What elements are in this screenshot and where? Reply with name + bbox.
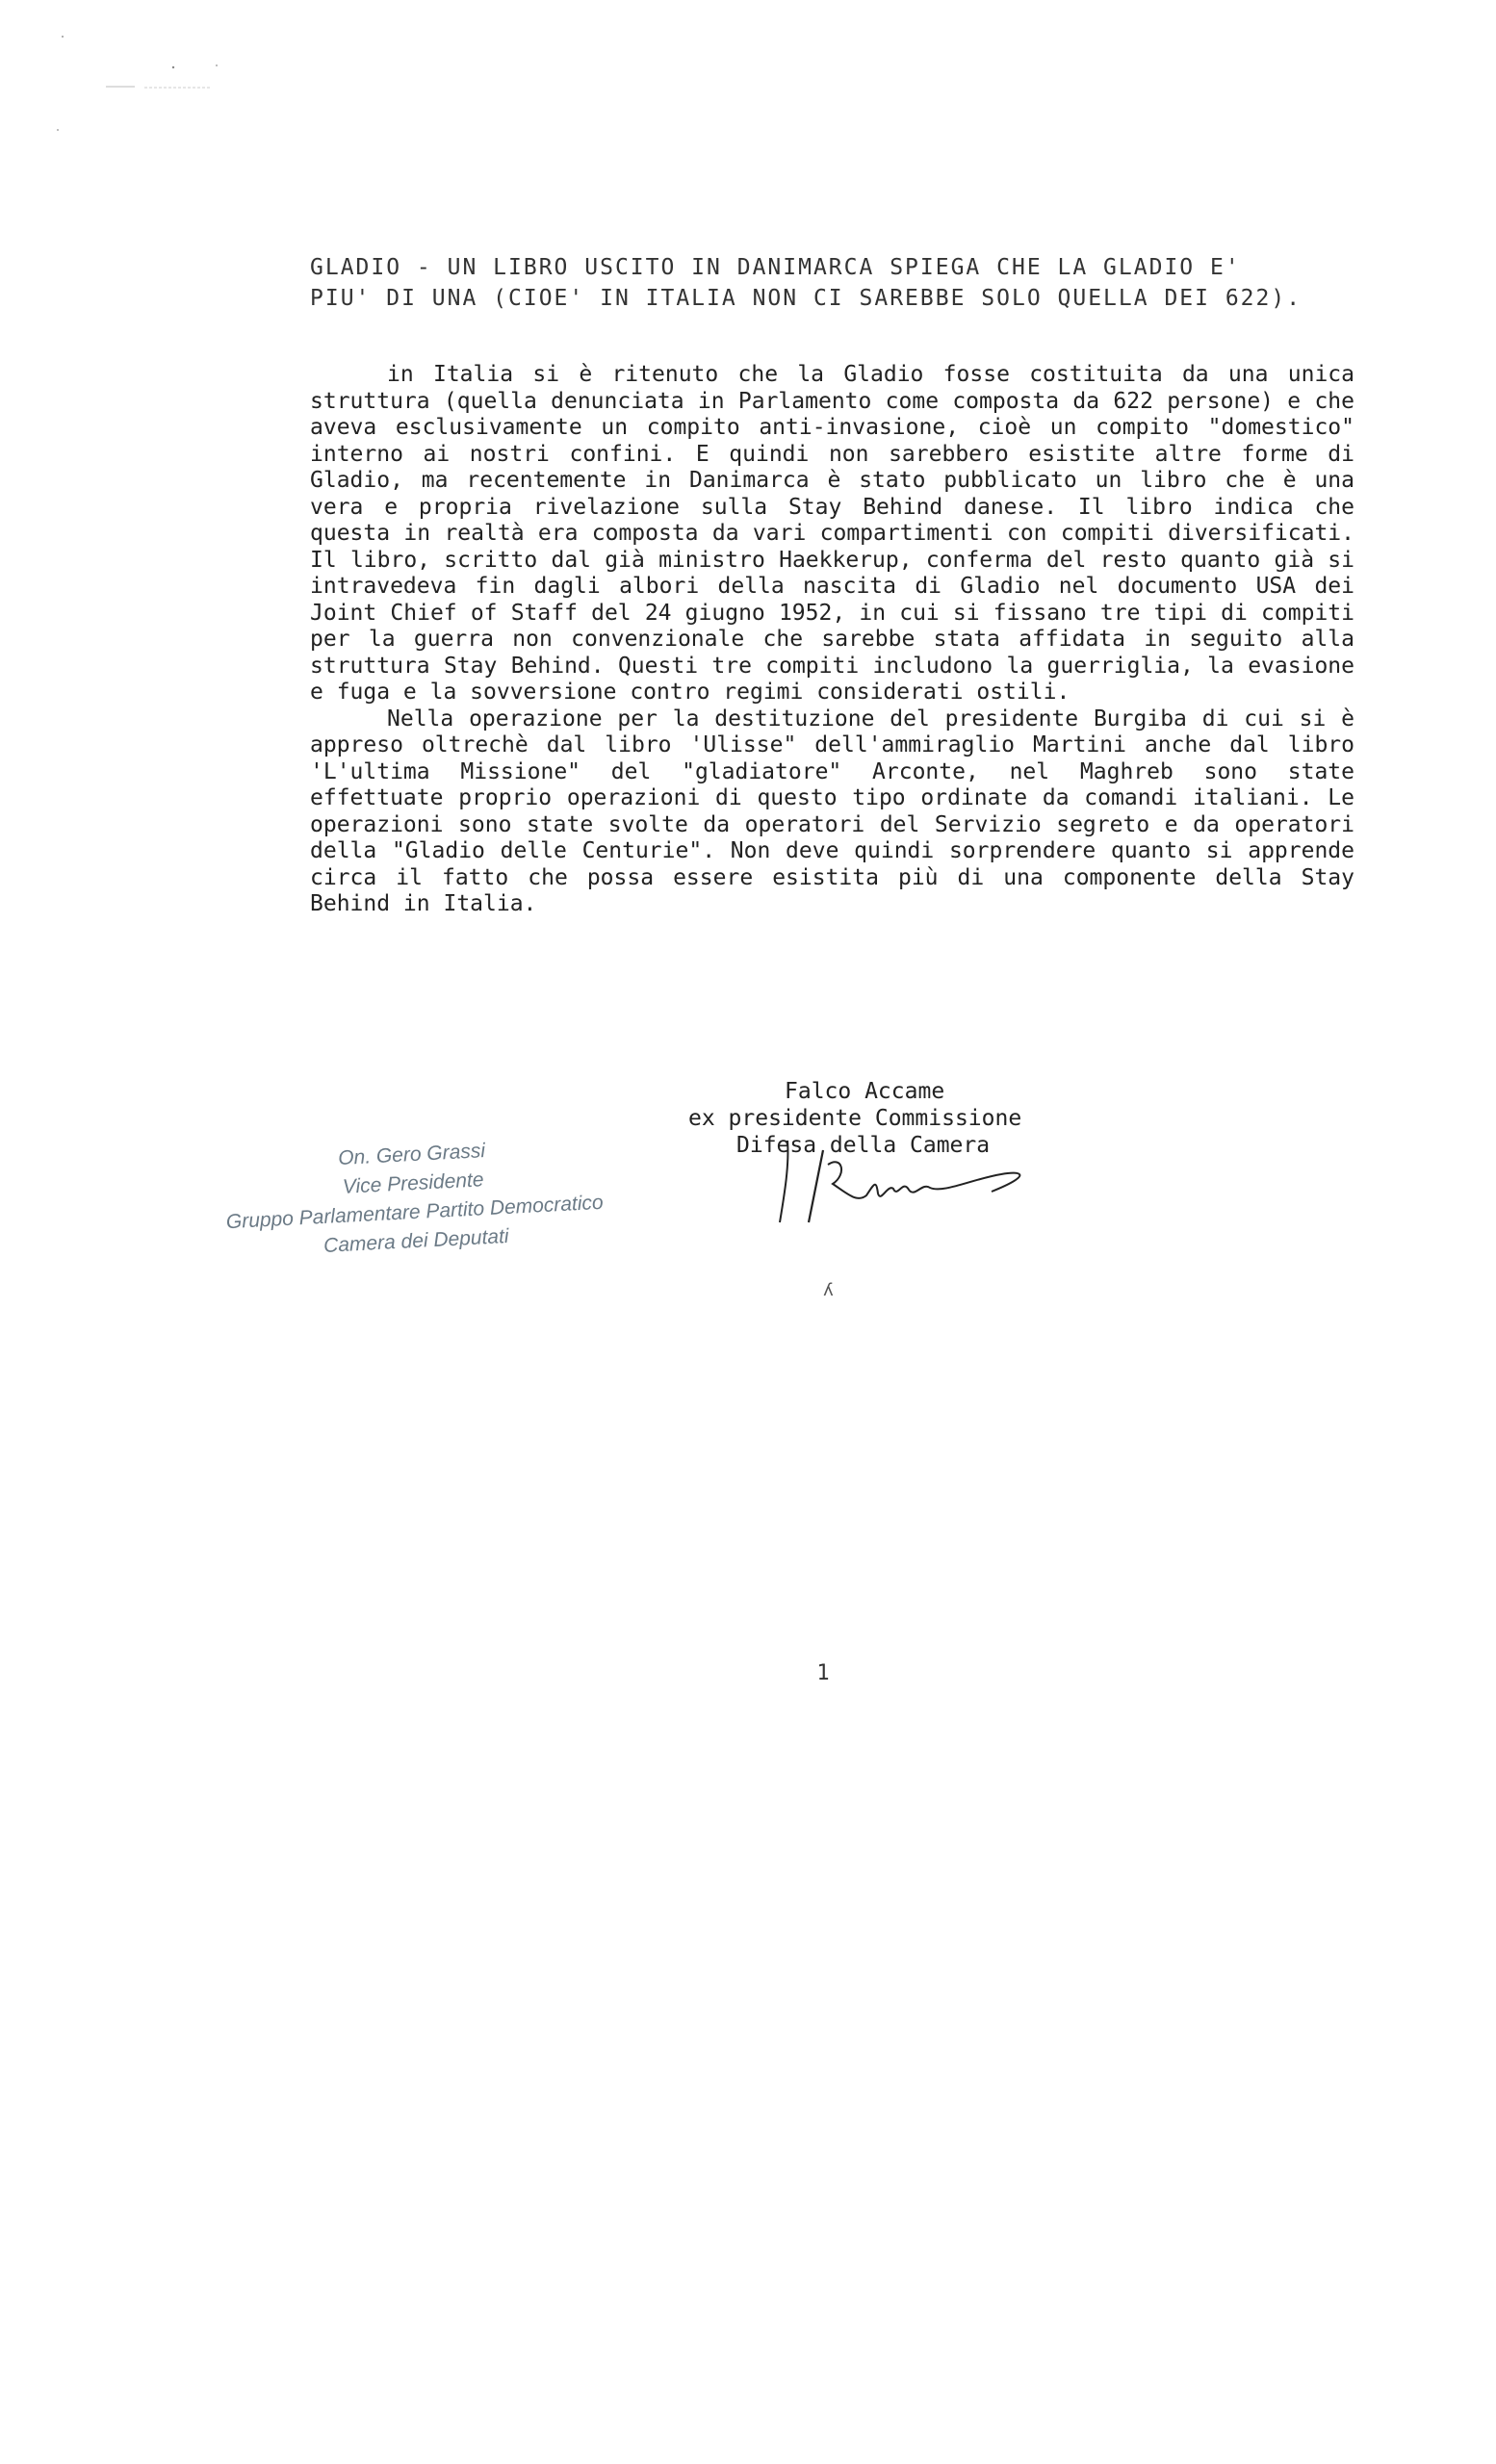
paragraph-1: in Italia si è ritenuto che la Gladio fosse costituita da una unica struttura (quella denunciata in Parlamento come composta da 622 persone) e che aveva esclusivamente un compito anti-invasione, cioè un compito "domestico" interno ai nostri confini. E quindi non sarebbero esistite altre forme di Gladio, ma recentemente in Danimarca è stato pubblicato un libro che è una vera e propria rivelazione sulla Stay Behind danese. Il libro indica che questa in realtà era composta da vari compartimenti con compiti diversificati. Il libro, scritto dal già ministro Haekkerup, conferma del resto quanto già si intravedeva fin dagli albori della nascita di Gladio nel documento USA dei Joint Chief of Staff del 24 giugno 1952, in cui si fissano tre tipi di compiti per la guerra non convenzionale che sarebbe stata affidata in seguito alla struttura Stay Behind. Questi tre compiti includono la guerriglia, la evasione e fuga e la sovversione contro regimi considerati ostili. bbox=[310, 362, 1354, 705]
paragraph-2: Nella operazione per la destituzione del presidente Burgiba di cui si è appreso oltrechè dal libro 'Ulisse" dell'ammiraglio Martini anche dal libro 'L'ultima Missione" del "gladiatore" Arconte, nel Maghreb sono state effettuate proprio operazioni di questo tipo ordinate da comandi italiani. Le operazioni sono state svolte da operatori del Servizio segreto e da operatori della "Gladio delle Centurie". Non deve quindi sorprendere quanto si apprende circa il fatto che possa essere esistita più di una componente della Stay Behind in Italia. bbox=[310, 706, 1354, 916]
page-number: 1 bbox=[816, 1661, 830, 1685]
author-role: ex presidente Commissione bbox=[688, 1106, 1022, 1131]
title-line-1: GLADIO - UN LIBRO USCITO IN DANIMARCA SPIEGA CHE LA GLADIO E' bbox=[310, 255, 1241, 280]
author-name: Falco Accame bbox=[785, 1079, 945, 1104]
stamp-name: On. Gero Grassi bbox=[337, 1140, 486, 1170]
stamp-role: Vice Presidente bbox=[342, 1168, 485, 1198]
stamp-chamber: Camera dei Deputati bbox=[322, 1224, 510, 1257]
document-body bbox=[310, 362, 1354, 918]
scan-specks bbox=[48, 29, 241, 144]
stamp-group: Gruppo Parlamentare Partito Democratico bbox=[225, 1191, 605, 1234]
document-title bbox=[310, 252, 1369, 314]
author-committee: Difesa della Camera bbox=[736, 1133, 991, 1158]
parliamentary-stamp bbox=[190, 1129, 638, 1268]
scan-mark: ʎ bbox=[823, 1280, 834, 1300]
handwritten-signature bbox=[770, 1126, 1097, 1232]
title-line-2: PIU' DI UNA (CIOE' IN ITALIA NON CI SAREBBE SOLO QUELLA DEI 622). bbox=[310, 286, 1303, 311]
